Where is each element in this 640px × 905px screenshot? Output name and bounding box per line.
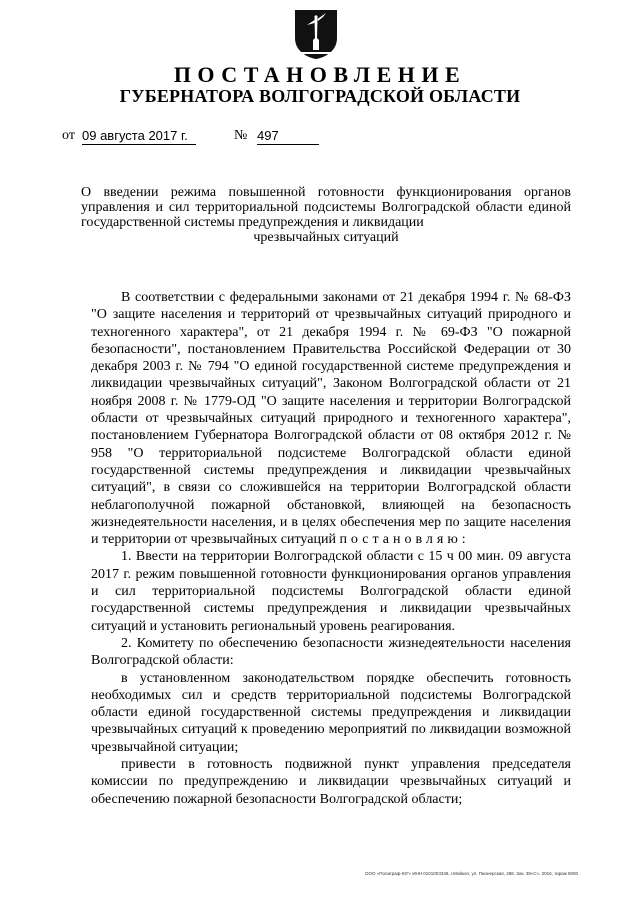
dateline: [62, 128, 362, 148]
coat-of-arms-icon: [293, 8, 339, 60]
document-subject: [81, 185, 571, 245]
decree-word: постановляю:: [339, 532, 470, 548]
subject-last-line: чрезвычайных ситуаций: [253, 230, 399, 245]
preamble-text: В соответствии с федеральными законами от 21 декабря 1994 г. № 68-ФЗ "О защите населения и территорий от чрезвычайных ситуаций природного и техногенного характера", от 21 декабря 1994 г. № 69-ФЗ "О пожарной безопасности", постановлением Правительства Российской Федерации от 30 декабря 2003 г. № 794 "О единой государственной системе предупреждения и ликвидации чрезвычайных ситуаций", Законом Волгоградской области от 21 ноября 2008 г. № 1779-ОД "О защите населения и территории Волгоградской области от чрезвычайных ситуаций природного и техногенного характера", постановлением Губернатора Волгоградской области от 08 октября 2012 г. № 958 "О территориальной подсистеме Волгоградской области единой государственной системы предупреждения и ликвидации чрезвычайных ситуаций", в связи со сложившейся на территории Волгоградской области неблагополучной пожарной обстановкой, влияющей на безопасность жизнедеятельности населения, и в целях обеспечения мер по защите населения и территории от чрезвычайных ситуаций: [91, 290, 571, 548]
document-title: ПОСТАНОВЛЕНИЕ: [173, 62, 467, 87]
clause-2-item-readiness: в установленном законодательством порядке обеспечить готовность необходимых сил и средств территориальной подсистемы Волгоградской области единой государственной системы предупреждения и ликвидации чрезвычайных ситуаций к проведению мероприятий по ликвидации возможной чрезвычайной ситуации;: [91, 670, 571, 755]
document-date: 09 августа 2017 г.: [82, 128, 196, 145]
printer-imprint: ООО «Полиграф-ЮГ» ИНН 0101003349, г.Майкоп, ул. Пионерская, 288. Зак. 39«С», 2016, тираж 5000: [365, 871, 579, 876]
document-body: [91, 289, 571, 808]
date-prefix-label: от: [62, 128, 75, 143]
clause-2-paragraph: 2. Комитету по обеспечению безопасности жизнедеятельности населения Волгоградской области:: [91, 635, 571, 669]
subject-text: О введении режима повышенной готовности функционирования органов управления и сил территориальной подсистемы Волгоградской области единой государственной системы предупреждения и ликвидации: [81, 185, 571, 230]
number-label: №: [234, 128, 248, 143]
document-authority: ГУБЕРНАТОРА ВОЛГОГРАДСКОЙ ОБЛАСТИ: [119, 86, 521, 106]
document-number: 497: [257, 128, 319, 145]
preamble-paragraph: [91, 289, 571, 548]
clause-2-item-mobile-post: привести в готовность подвижной пункт управления председателя комиссии по предупреждению и ликвидации чрезвычайных ситуаций и обеспечению пожарной безопасности Волгоградской области;: [91, 757, 571, 807]
clause-1-paragraph: 1. Ввести на территории Волгоградской области с 15 ч 00 мин. 09 августа 2017 г. режим повышенной готовности функционирования органов управления и сил территориальной подсистемы Волгоградской области единой государственной системы предупреждения и ликвидации чрезвычайных ситуаций и установить региональный уровень реагирования.: [91, 549, 571, 634]
